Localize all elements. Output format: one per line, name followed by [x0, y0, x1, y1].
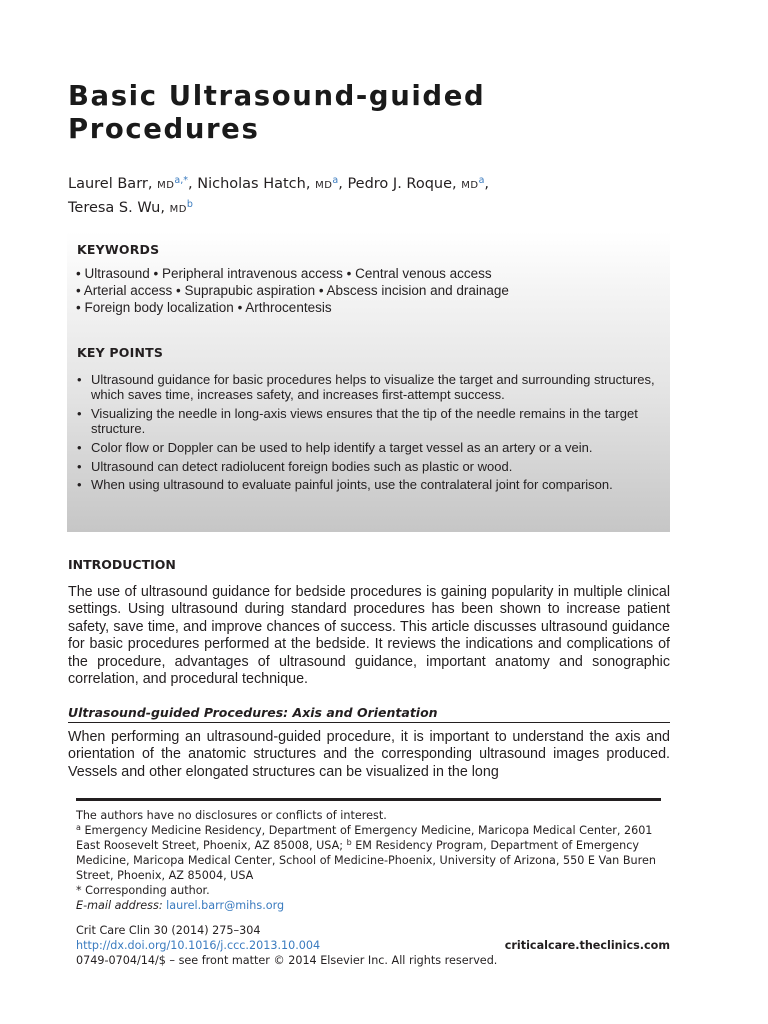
author-degree: MD [169, 204, 187, 215]
subsection-paragraph: When performing an ultrasound-guided procedure, it is important to understand the axis and orientation of the anatomic structures and the corresponding ultrasound images produced. Vessels and other elongated structures can be visualized in the long [68, 729, 670, 780]
corresponding-author-note: * Corresponding author. [76, 884, 210, 897]
key-point-item: • Ultrasound can detect radiolucent foreign bodies such as plastic or wood. [76, 459, 661, 474]
author-name: Pedro J. Roque, [347, 176, 457, 192]
affiliations-note [76, 823, 668, 883]
email-link[interactable]: laurel.barr@mihs.org [166, 899, 285, 912]
summary-box [67, 232, 670, 532]
author-affiliation-mark[interactable]: a [478, 175, 485, 186]
affiliation-mark: a [76, 823, 81, 832]
doi-link[interactable]: http://dx.doi.org/10.1016/j.ccc.2013.10.004 [76, 939, 321, 952]
keywords-line: • Ultrasound • Peripheral intravenous access • Central venous access [76, 266, 492, 281]
keywords-heading: KEYWORDS [77, 242, 160, 257]
author-affiliation-mark[interactable]: a [332, 175, 339, 186]
doi-row [76, 938, 670, 953]
author-degree: MD [157, 180, 175, 191]
author-degree: MD [461, 180, 479, 191]
keywords-line: • Foreign body localization • Arthrocentesis [76, 300, 332, 315]
key-points-list [76, 372, 661, 496]
title-line-1: Basic Ultrasound-guided [68, 80, 486, 112]
footnote-divider [76, 798, 661, 801]
title-line-2: Procedures [68, 113, 260, 145]
author-separator: , [188, 176, 193, 192]
keywords-line: • Arterial access • Suprapubic aspiration • Abscess incision and drainage [76, 283, 509, 298]
key-points-heading: KEY POINTS [77, 345, 164, 360]
author-separator: , [338, 176, 343, 192]
key-point-item: • Color flow or Doppler can be used to help identify a target vessel as an artery or a vein. [76, 440, 661, 455]
copyright-line: 0749-0704/14/$ – see front matter © 2014 Elsevier Inc. All rights reserved. [76, 954, 498, 967]
email-label: E-mail address: [76, 899, 163, 912]
email-note [76, 898, 668, 913]
author-name: Nicholas Hatch, [197, 176, 311, 192]
introduction-heading: INTRODUCTION [68, 557, 176, 572]
journal-website[interactable]: criticalcare.theclinics.com [504, 939, 670, 952]
journal-citation: Crit Care Clin 30 (2014) 275–304 [76, 924, 261, 937]
author-degree: MD [315, 180, 333, 191]
author-affiliation-mark[interactable]: b [186, 199, 193, 210]
affiliation-a: Emergency Medicine Residency, Department of Emergency Medicine, Maricopa Medical Center, 2601 East Roosevelt Street, Phoenix, AZ 85008, USA; [76, 824, 653, 852]
author-name: Laurel Barr, [68, 176, 153, 192]
article-title [68, 80, 688, 146]
key-point-item: • When using ultrasound to evaluate painful joints, use the contralateral joint for comparison. [76, 477, 661, 492]
author-list [68, 173, 688, 221]
author-name: Teresa S. Wu, [68, 200, 165, 216]
key-point-item: • Ultrasound guidance for basic procedures helps to visualize the target and surrounding structures, which saves time, increases safety, and increases first-attempt success. [76, 372, 661, 402]
author-affiliation-mark[interactable]: a,* [174, 175, 188, 186]
introduction-paragraph: The use of ultrasound guidance for bedside procedures is gaining popularity in multiple clinical settings. Using ultrasound during standard procedures has been shown to increase patient safety, save time, and improve chances of success. This article discusses ultrasound guidance for basic procedures performed at the bedside. It reviews the indications and complications of the procedure, advantages of ultrasound guidance, important anatomy and sonographic correlation, and procedural technique. [68, 584, 670, 688]
key-point-item: • Visualizing the needle in long-axis views ensures that the tip of the needle remains in the target structure. [76, 406, 661, 436]
author-separator: , [484, 176, 490, 192]
keywords-list [76, 265, 666, 316]
affiliation-mark: b [346, 838, 352, 847]
disclosure-note: The authors have no disclosures or conflicts of interest. [76, 809, 387, 822]
subsection-heading: Ultrasound-guided Procedures: Axis and Orientation [68, 705, 670, 723]
affiliation-b: EM Residency Program, Department of Emergency Medicine, Maricopa Medical Center, School of Medicine-Phoenix, University of Arizona, 550 E Van Buren Street, Phoenix, AZ 85004, USA [76, 839, 656, 882]
